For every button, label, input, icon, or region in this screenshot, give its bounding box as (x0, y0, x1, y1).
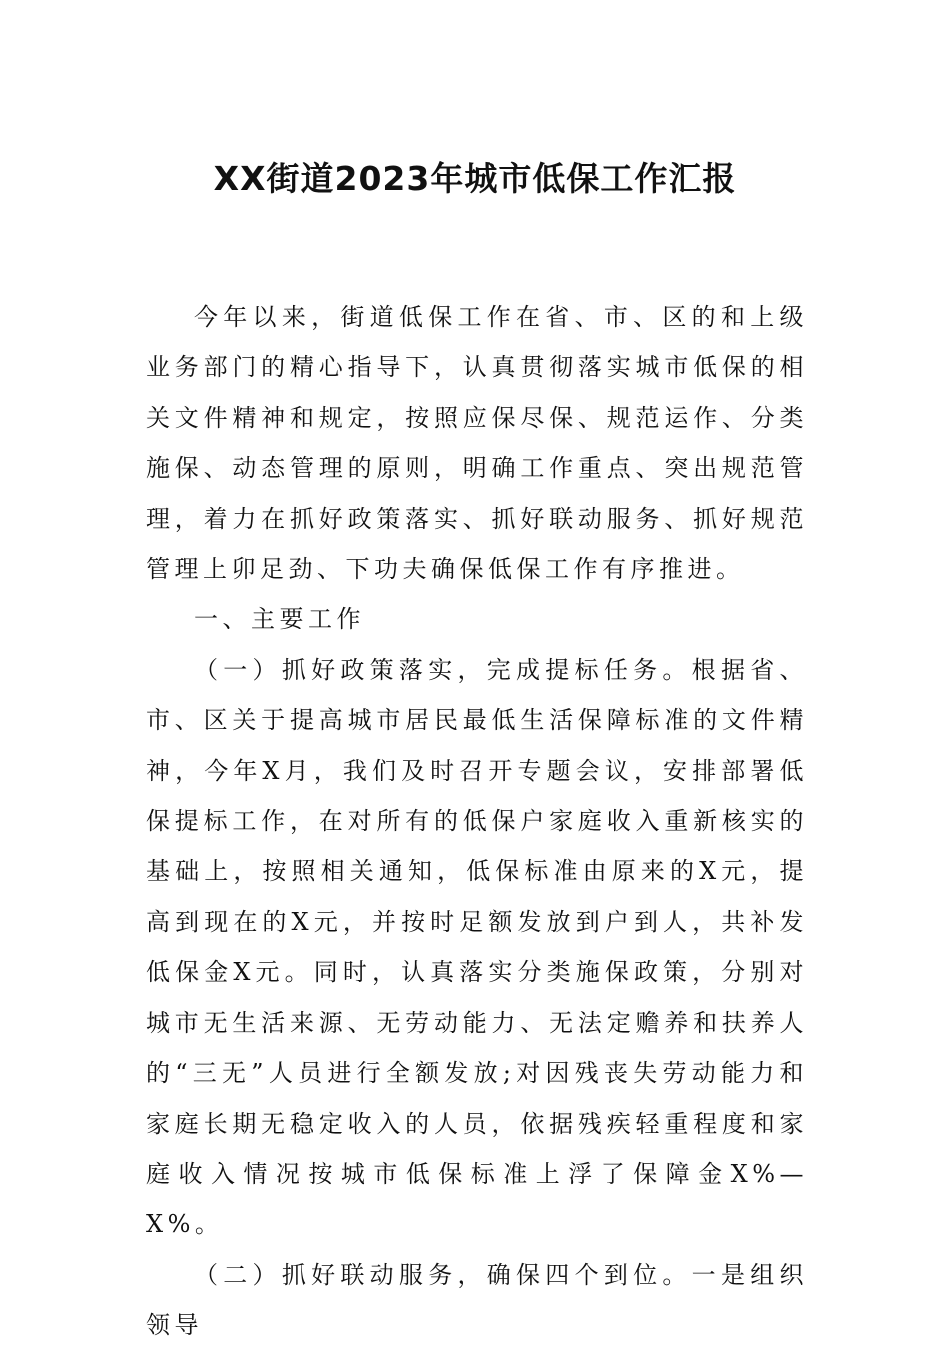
intro-paragraph: 今年以来，街道低保工作在省、市、区的和上级业务部门的精心指导下，认真贯彻落实城市低保的相关文件精神和规定，按照应保尽保、规范运作、分类施保、动态管理的原则，明确工作重点、突出规范管理，着力在抓好政策落实、抓好联动服务、抓好规范管理上卯足劲、下功夫确保低保工作有序推进。 (146, 303, 808, 584)
document-body (146, 292, 808, 1351)
section-heading-main-work: 一、主要工作 (194, 605, 365, 634)
subsection-policy-paragraph: （一）抓好政策落实，完成提标任务。根据省、市、区关于提高城市居民最低生活保障标准的文件精神，今年X月，我们及时召开专题会议，安排部署低保提标工作，在对所有的低保户家庭收入重新核实的基础上，按照相关通知，低保标准由原来的X元，提高到现在的X元，并按时足额发放到户到人，共补发低保金X元。同时，认真落实分类施保政策，分别对城市无生活来源、无劳动能力、无法定赡养和扶养人的“三无”人员进行全额发放;对因残丧失劳动能力和家庭长期无稳定收入的人员，依据残疾轻重程度和家庭收入情况按城市低保标准上浮了保障金X%—X%。 (146, 655, 808, 1239)
subsection-linkage-paragraph: （二）抓好联动服务，确保四个到位。一是组织领导 (146, 1260, 808, 1340)
document-title: XX街道2023年城市低保工作汇报 (213, 159, 737, 198)
